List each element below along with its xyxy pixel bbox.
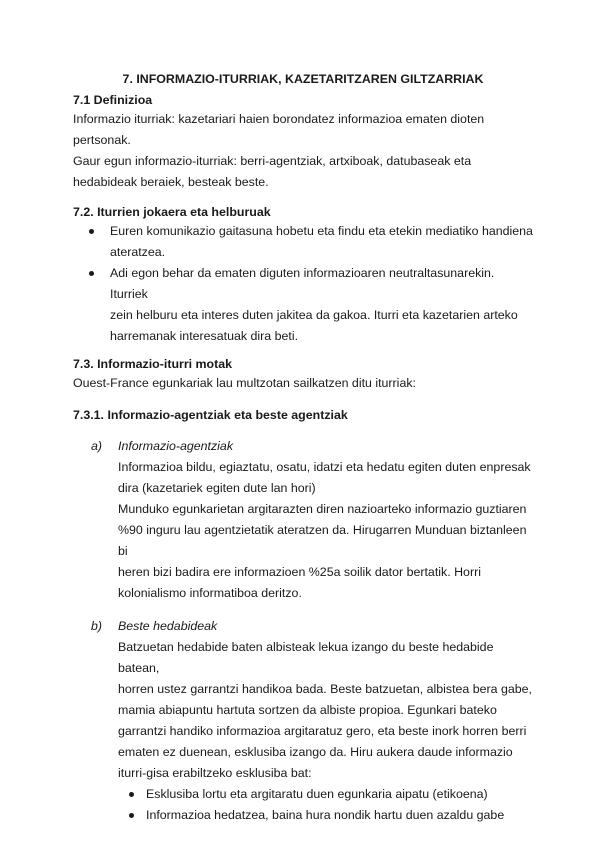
bullet-line: Euren komunikazio gaitasuna hobetu eta findu eta etekin mediatiko handiena	[110, 224, 533, 238]
subsection-a	[73, 436, 533, 604]
subsection-b-label: Beste hedabideak	[118, 619, 218, 633]
bullet-item	[118, 805, 533, 826]
section-7-1-text-line: pertsonak.	[73, 133, 131, 147]
section-7-1-text-line: Informazio iturriak: kazetariari haien borondatez informazioa ematen dioten	[73, 112, 485, 126]
subsection-a-line: Informazioa bildu, egiaztatu, osatu, idatzi eta hedatu egiten duten enpresak	[118, 460, 531, 474]
bullet-item	[118, 784, 533, 805]
section-7-3-1-heading: 7.3.1. Informazio-agentziak eta beste agentziak	[73, 408, 348, 422]
bullet-line: Informazioa hedatzea, baina hura nondik hartu duen azaldu gabe	[146, 808, 505, 822]
section-7-1-text-line: Gaur egun informazio-iturriak: berri-agentziak, artxiboak, datubaseak eta	[73, 154, 472, 168]
subsection-a-marker: a)	[91, 439, 103, 453]
section-7-2-heading: 7.2. Iturrien jokaera eta helburuak	[73, 205, 271, 219]
bullet-dot-icon	[89, 229, 94, 234]
subsection-b-line: ematen ez duenean, esklusiba izango da. Hiru aukera daude informazio	[118, 745, 513, 759]
subsection-a-line: Munduko egunkarietan argitarazten diren nazioarteko informazio guztiaren	[118, 502, 527, 516]
subsection-b-marker: b)	[91, 619, 103, 633]
bullet-dot-icon	[89, 271, 94, 276]
subsection-a-line: kolonialismo informatiboa deritzo.	[118, 586, 302, 600]
subsection-a-line: %90 inguru lau agentzietatik ateratzen da. Hirugarren Munduan biztanleen bi	[118, 523, 527, 558]
subsection-b-line: Batzuetan hedabide baten albisteak lekua izango du beste hedabide batean,	[118, 640, 494, 675]
subsection-a-line: heren bizi badira ere informazioen %25a soilik dator bertatik. Horri	[118, 565, 481, 579]
section-7-2-bullet-list	[73, 221, 533, 347]
bullet-line: Adi egon behar da ematen diguten informazioaren neutraltasunarekin. Iturriek	[110, 266, 495, 301]
bullet-line: ateratzea.	[110, 245, 166, 259]
bullet-line: zein helburu eta interes duten jakitea da gakoa. Iturri eta kazetarien arteko	[110, 308, 518, 322]
subsection-a-line: dira (kazetariek egiten dute lan hori)	[118, 481, 316, 495]
subsection-b-line: iturri-gisa erabiltzeko esklusiba bat:	[118, 766, 312, 780]
section-7-1-heading: 7.1 Definizioa	[73, 93, 153, 107]
bullet-line: Esklusiba lortu eta argitaratu duen egunkaria aipatu (etikoena)	[146, 787, 488, 801]
bullet-item	[73, 221, 533, 263]
document-page	[73, 70, 533, 826]
subsection-b-line: garrantzi handiko informazioa argitaratuz gero, eta beste inork horren berri	[118, 724, 527, 738]
bullet-item	[73, 263, 533, 347]
subsection-b	[73, 616, 533, 826]
section-7-1-text-line: hedabideak beraiek, besteak beste.	[73, 175, 269, 189]
subsection-b-line: mamia abiapuntu hartuta sortzen da albiste propioa. Egunkari bateko	[118, 703, 497, 717]
subsection-b-line: horren ustez garrantzi handikoa bada. Beste batzuetan, albistea bera gabe,	[118, 682, 532, 696]
bullet-dot-icon	[129, 813, 134, 818]
section-7-3-text-line: Ouest-France egunkariak lau multzotan sailkatzen ditu iturriak:	[73, 376, 416, 390]
subsection-a-label: Informazio-agentziak	[118, 439, 234, 453]
subsection-b-bullet-list	[118, 784, 533, 826]
bullet-dot-icon	[129, 792, 134, 797]
document-title: 7. INFORMAZIO-ITURRIAK, KAZETARITZAREN GILTZARRIAK	[122, 72, 484, 86]
section-7-3-heading: 7.3. Informazio-iturri motak	[73, 357, 233, 371]
bullet-line: harremanak interesatuak dira beti.	[110, 329, 299, 343]
